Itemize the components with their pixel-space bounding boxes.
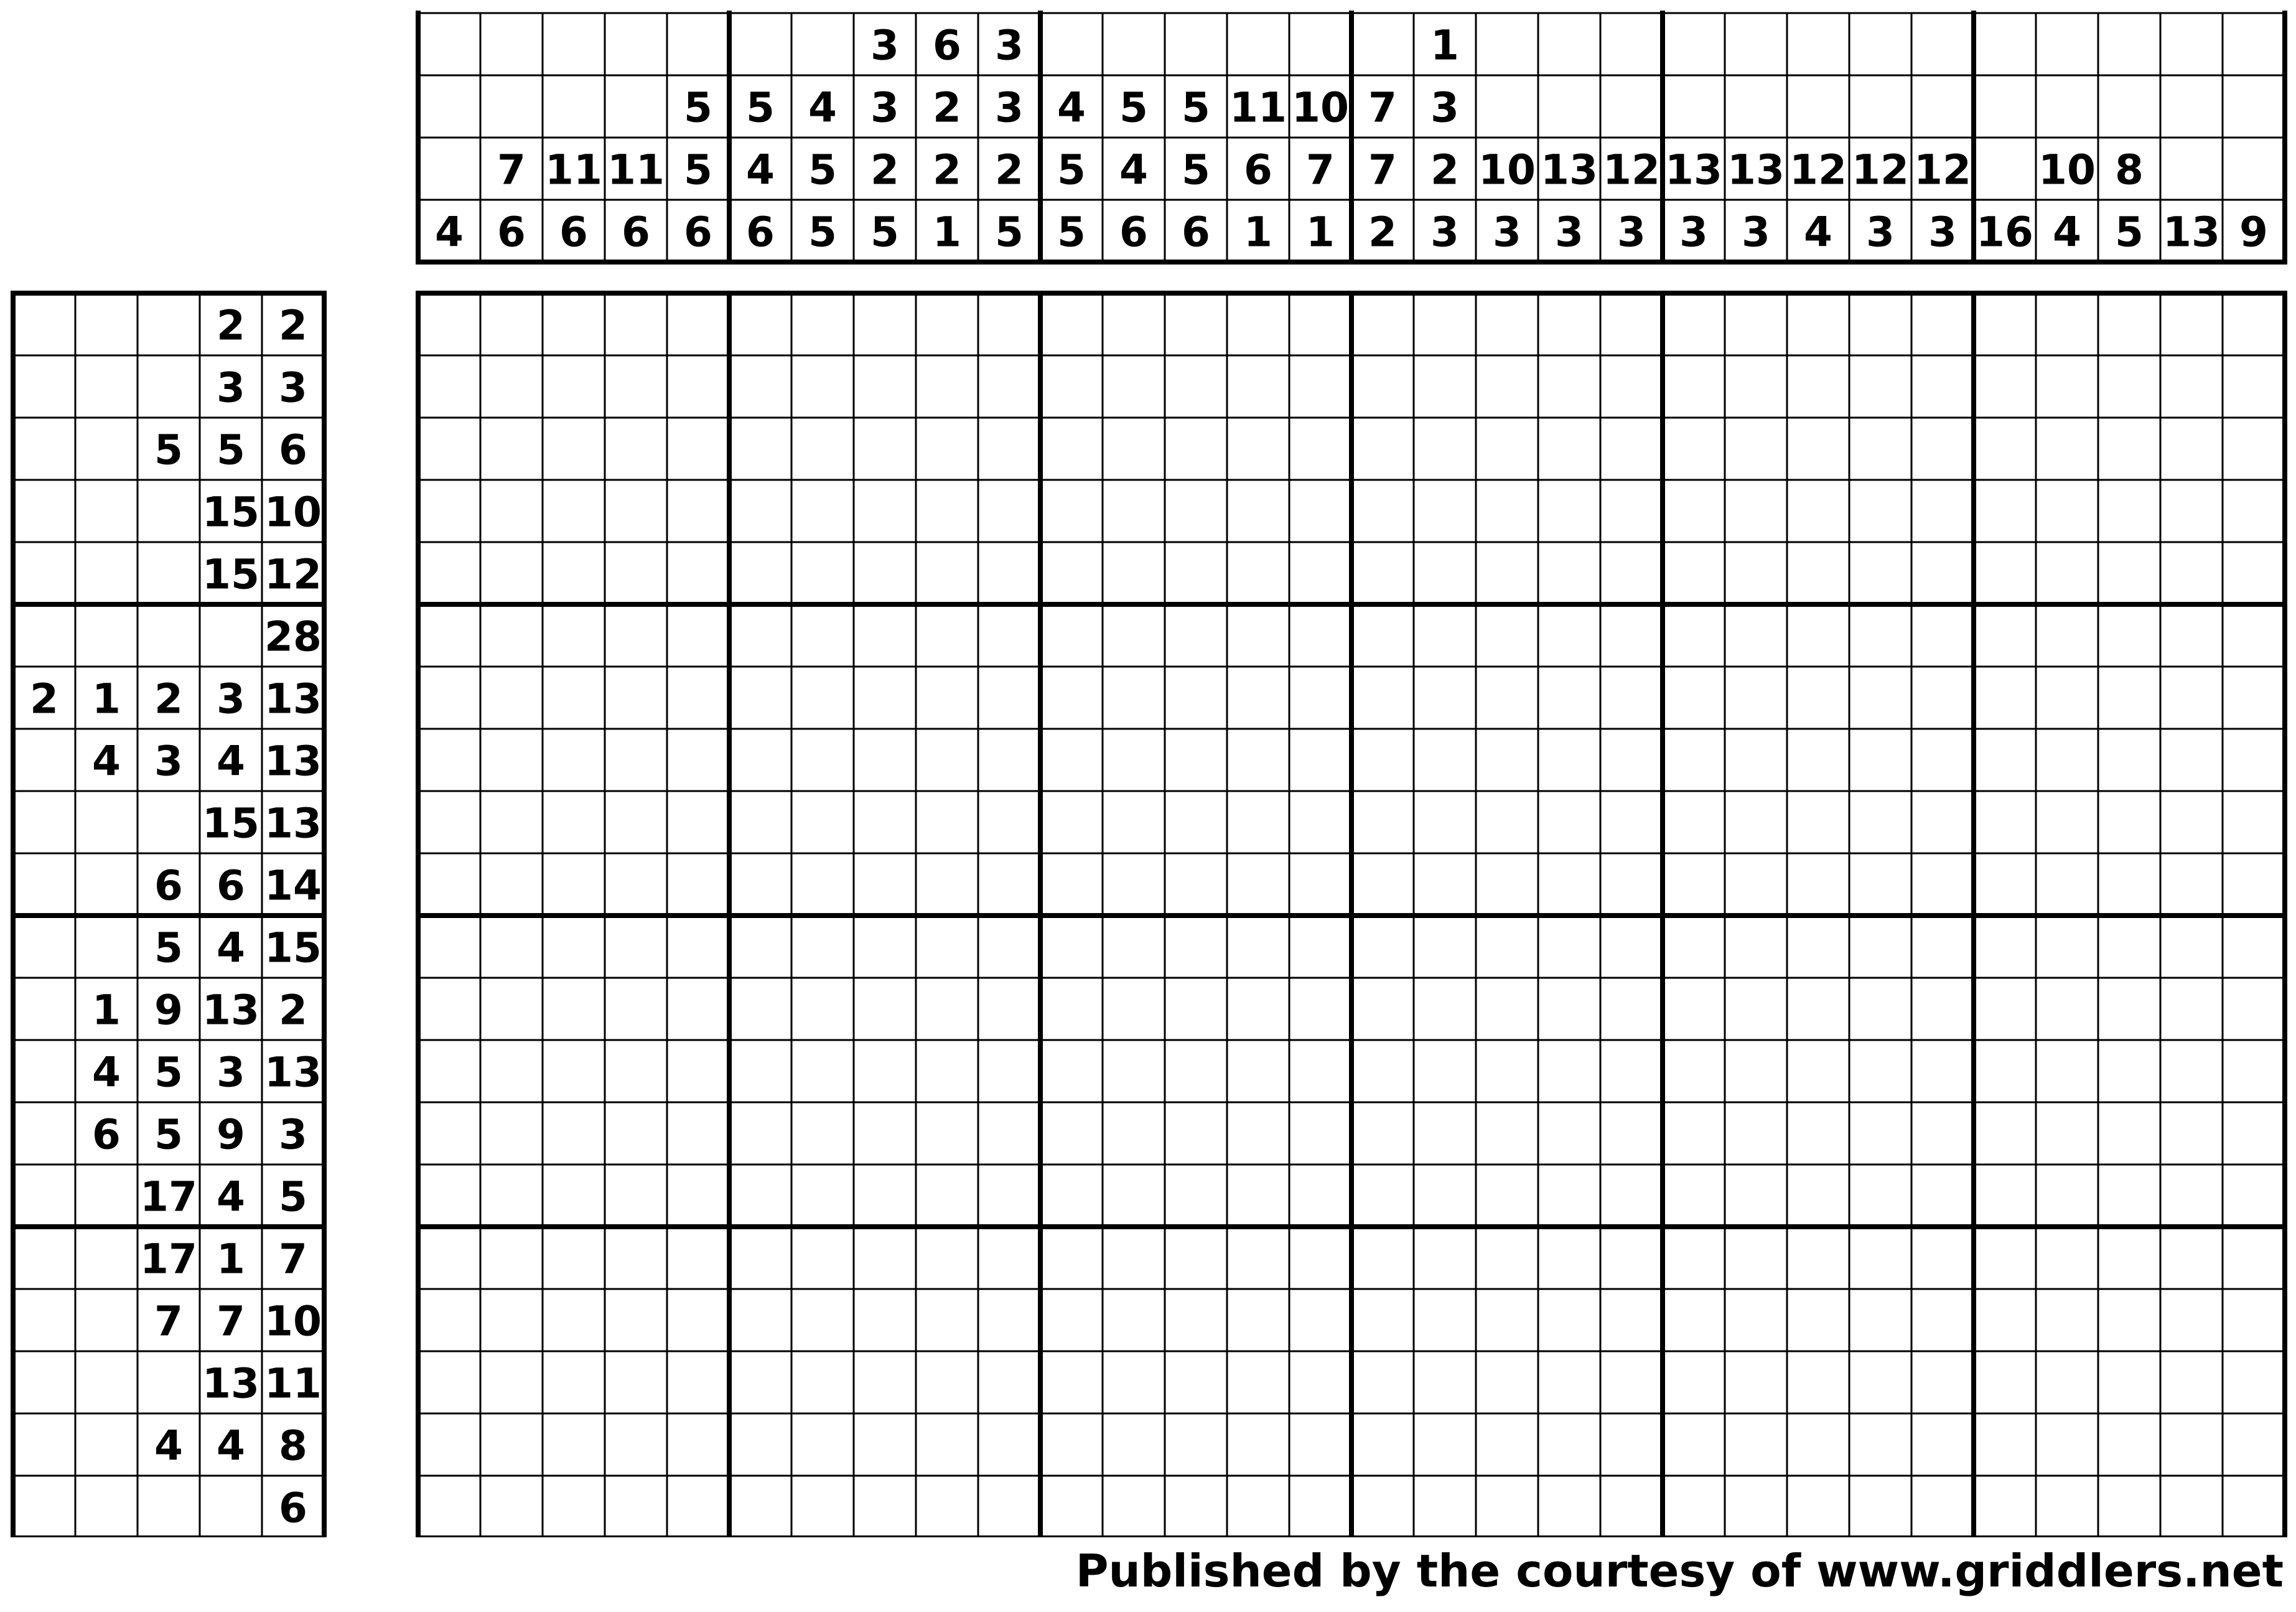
row-clue-number: 1 bbox=[217, 1235, 245, 1283]
column-clue-number: 1 bbox=[1430, 21, 1459, 70]
column-clue-number: 7 bbox=[1306, 146, 1335, 194]
row-clue-number: 3 bbox=[154, 737, 183, 785]
column-clue-number: 5 bbox=[684, 146, 712, 194]
row-clue-number: 1 bbox=[92, 986, 121, 1034]
column-clue-number: 1 bbox=[933, 208, 961, 256]
row-clue-number: 7 bbox=[217, 1297, 245, 1346]
column-clue-number: 5 bbox=[870, 208, 899, 256]
column-clue-number: 7 bbox=[1368, 146, 1397, 194]
column-clue-number: 13 bbox=[1541, 146, 1598, 194]
column-clue-number: 11 bbox=[607, 146, 665, 194]
row-clue-number: 5 bbox=[154, 924, 183, 972]
column-clue-number: 6 bbox=[933, 21, 961, 70]
row-clue-number: 7 bbox=[154, 1297, 183, 1346]
row-clue-number: 10 bbox=[264, 1297, 322, 1346]
row-clue-number: 13 bbox=[202, 986, 259, 1034]
row-clue-number: 2 bbox=[279, 986, 307, 1034]
column-clue-number: 2 bbox=[1430, 146, 1459, 194]
row-clue-number: 4 bbox=[154, 1422, 183, 1470]
column-clue-number: 11 bbox=[545, 146, 602, 194]
row-clue-number: 3 bbox=[217, 675, 245, 723]
row-clue-number: 13 bbox=[264, 675, 322, 723]
column-clue-number: 3 bbox=[1679, 208, 1708, 256]
column-clue-number: 12 bbox=[1603, 146, 1660, 194]
column-clue-number: 4 bbox=[808, 83, 837, 132]
row-clue-number: 9 bbox=[154, 986, 183, 1034]
column-clue-number: 3 bbox=[995, 21, 1024, 70]
column-clue-number: 3 bbox=[870, 83, 899, 132]
column-clue-number: 6 bbox=[684, 208, 712, 256]
column-clue-number: 5 bbox=[1119, 83, 1148, 132]
puzzle-grid bbox=[418, 293, 2285, 1537]
column-clue-number: 5 bbox=[808, 146, 837, 194]
row-clue-number: 9 bbox=[217, 1110, 245, 1159]
row-clue-number: 5 bbox=[154, 426, 183, 474]
row-clue-number: 4 bbox=[217, 924, 245, 972]
row-clue-number: 12 bbox=[264, 550, 322, 599]
column-clue-number: 3 bbox=[870, 21, 899, 70]
column-clue-number: 6 bbox=[746, 208, 775, 256]
row-clue-number: 6 bbox=[217, 861, 245, 910]
column-clue-number: 4 bbox=[435, 208, 464, 256]
row-clue-number: 13 bbox=[264, 737, 322, 785]
row-clue-number: 1 bbox=[92, 675, 121, 723]
column-clue-number: 3 bbox=[1617, 208, 1646, 256]
column-clue-number: 11 bbox=[1230, 83, 1287, 132]
column-clue-number: 12 bbox=[1914, 146, 1971, 194]
row-clue-number: 11 bbox=[264, 1359, 322, 1408]
column-clue-number: 7 bbox=[1368, 83, 1397, 132]
column-clue-number: 13 bbox=[2163, 208, 2220, 256]
column-clue-number: 10 bbox=[1478, 146, 1536, 194]
column-clue-number: 3 bbox=[1430, 83, 1459, 132]
column-clue-number: 4 bbox=[1804, 208, 1832, 256]
column-clue-number: 3 bbox=[1493, 208, 1521, 256]
column-clue-number: 8 bbox=[2115, 146, 2144, 194]
row-clue-number: 6 bbox=[279, 426, 307, 474]
column-clue-number: 2 bbox=[933, 83, 961, 132]
column-clue-number: 6 bbox=[1119, 208, 1148, 256]
column-clue-number: 12 bbox=[1790, 146, 1847, 194]
column-clue-number: 5 bbox=[808, 208, 837, 256]
row-clue-number: 4 bbox=[92, 1048, 121, 1097]
row-clue-number: 5 bbox=[217, 426, 245, 474]
column-clue-number: 3 bbox=[1430, 208, 1459, 256]
row-clue-number: 13 bbox=[202, 1359, 259, 1408]
row-clue-number: 28 bbox=[264, 612, 322, 661]
row-clue-number: 4 bbox=[217, 737, 245, 785]
column-clue-number: 7 bbox=[497, 146, 526, 194]
column-clue-number: 9 bbox=[2239, 208, 2268, 256]
publisher-credit: Published by the courtesy of www.griddlers.net bbox=[1075, 1545, 2284, 1597]
column-clue-number: 12 bbox=[1852, 146, 1909, 194]
row-clue-number: 5 bbox=[154, 1048, 183, 1097]
column-clue-number: 1 bbox=[1306, 208, 1335, 256]
row-clue-grid bbox=[13, 293, 324, 1537]
row-clue-number: 15 bbox=[202, 799, 259, 848]
row-clue-number: 5 bbox=[279, 1173, 307, 1221]
column-clue-number: 10 bbox=[2038, 146, 2096, 194]
row-clue-number: 15 bbox=[264, 924, 322, 972]
column-clue-number: 2 bbox=[870, 146, 899, 194]
column-clue-number: 6 bbox=[1182, 208, 1210, 256]
row-clue-number: 6 bbox=[279, 1484, 307, 1532]
column-clue-number: 1 bbox=[1244, 208, 1272, 256]
column-clue-number: 4 bbox=[1119, 146, 1148, 194]
row-clue-number: 2 bbox=[154, 675, 183, 723]
row-clue-number: 4 bbox=[217, 1173, 245, 1221]
column-clue-number: 5 bbox=[684, 83, 712, 132]
column-clue-number: 13 bbox=[1665, 146, 1722, 194]
column-clue-number: 5 bbox=[1057, 146, 1086, 194]
column-clue-number: 5 bbox=[1182, 146, 1210, 194]
row-clue-number: 3 bbox=[279, 1110, 307, 1159]
row-clue-number: 10 bbox=[264, 488, 322, 537]
row-clue-number: 4 bbox=[92, 737, 121, 785]
row-clue-number: 17 bbox=[140, 1235, 197, 1283]
column-clue-number: 5 bbox=[746, 83, 775, 132]
column-clue-number: 3 bbox=[995, 83, 1024, 132]
column-clue-number: 6 bbox=[497, 208, 526, 256]
column-clue-number: 2 bbox=[995, 146, 1024, 194]
column-clue-number: 13 bbox=[1727, 146, 1785, 194]
column-clue-number: 3 bbox=[1555, 208, 1584, 256]
column-clue-number: 2 bbox=[933, 146, 961, 194]
column-clue-number: 6 bbox=[1244, 146, 1272, 194]
row-clue-number: 13 bbox=[264, 1048, 322, 1097]
row-clue-number: 2 bbox=[30, 675, 58, 723]
column-clue-number: 5 bbox=[1057, 208, 1086, 256]
column-clue-number: 3 bbox=[1742, 208, 1770, 256]
column-clue-number: 5 bbox=[2115, 208, 2144, 256]
row-clue-number: 2 bbox=[279, 301, 307, 350]
column-clue-number: 4 bbox=[2053, 208, 2081, 256]
row-clue-number: 6 bbox=[154, 861, 183, 910]
row-clue-number: 4 bbox=[217, 1422, 245, 1470]
column-clue-number: 6 bbox=[622, 208, 650, 256]
column-clue-number: 3 bbox=[1928, 208, 1957, 256]
row-clue-number: 3 bbox=[217, 1048, 245, 1097]
row-clue-number: 17 bbox=[140, 1173, 197, 1221]
column-clue-number: 10 bbox=[1292, 83, 1349, 132]
column-clue-number: 3 bbox=[1866, 208, 1895, 256]
column-clue-number: 2 bbox=[1368, 208, 1397, 256]
column-clue-number: 6 bbox=[559, 208, 588, 256]
row-clue-number: 14 bbox=[264, 861, 322, 910]
row-clue-number: 7 bbox=[279, 1235, 307, 1283]
column-clue-number: 5 bbox=[1182, 83, 1210, 132]
row-clue-number: 5 bbox=[154, 1110, 183, 1159]
row-clue-number: 15 bbox=[202, 488, 259, 537]
column-clue-number: 16 bbox=[1976, 208, 2033, 256]
column-clue-number: 4 bbox=[746, 146, 775, 194]
row-clue-number: 13 bbox=[264, 799, 322, 848]
column-clue-number: 4 bbox=[1057, 83, 1086, 132]
row-clue-number: 2 bbox=[217, 301, 245, 350]
row-clue-number: 3 bbox=[279, 363, 307, 412]
row-clue-number: 8 bbox=[279, 1422, 307, 1470]
row-clue-number: 6 bbox=[92, 1110, 121, 1159]
row-clue-number: 15 bbox=[202, 550, 259, 599]
row-clue-number: 3 bbox=[217, 363, 245, 412]
column-clue-number: 5 bbox=[995, 208, 1024, 256]
